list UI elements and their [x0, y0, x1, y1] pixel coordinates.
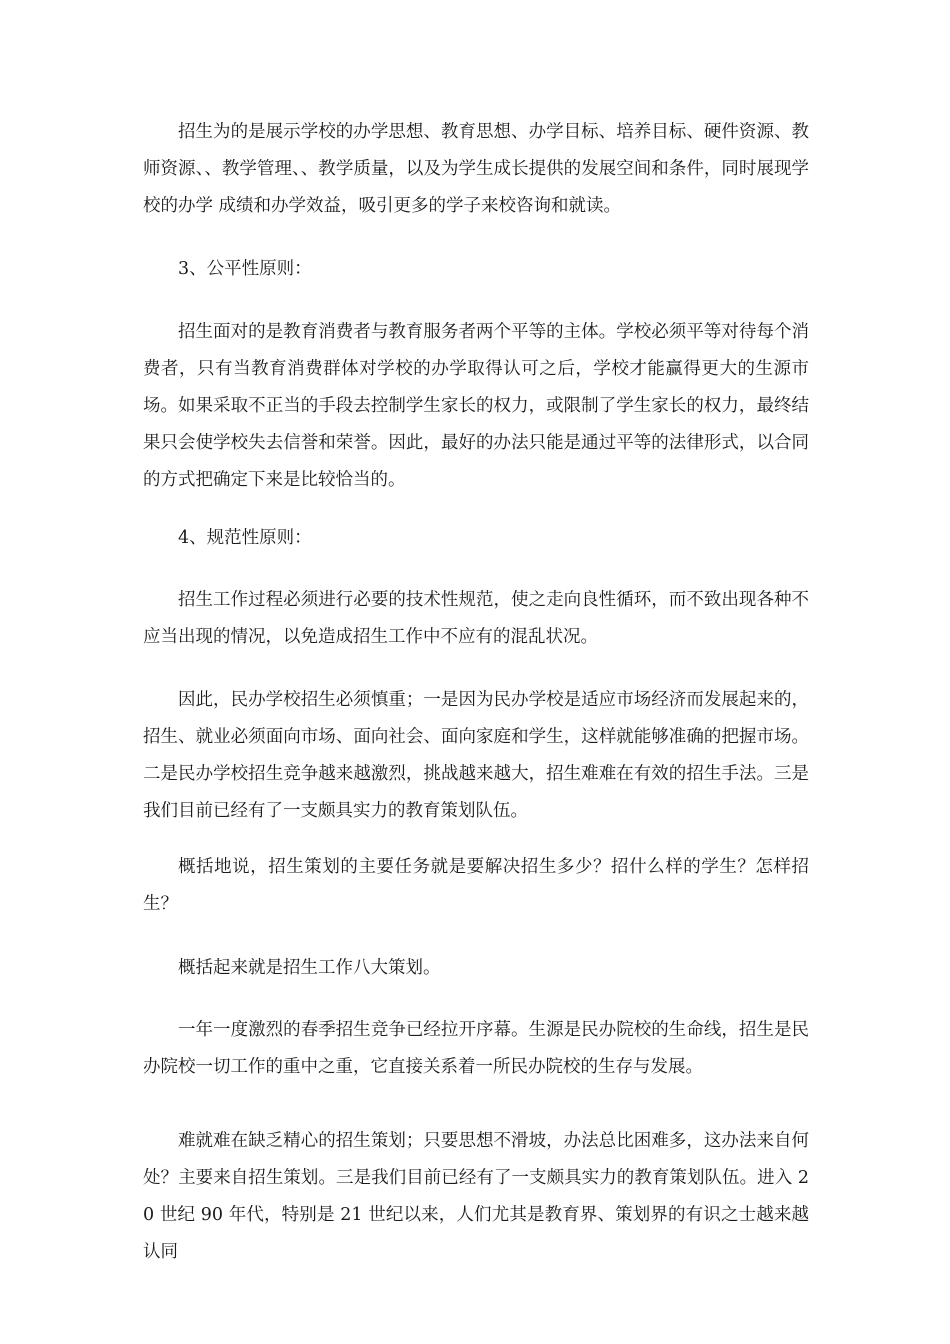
paragraph-eight-plans: 概括起来就是招生工作八大策划。 — [178, 958, 441, 978]
paragraph-standardization: 招生工作过程必须进行必要的技术性规范，使之走向良性循环，而不致出现各种不应当出现的情况，以免造成招生工作中不应有的混乱状况。 — [143, 590, 809, 647]
paragraph-purpose: 招生为的是展示学校的办学思想、教育思想、办学目标、培养目标、硬件资源、教师资源、、教学管理、、教学质量，以及为学生成长提供的发展空间和条件，同时展现学校的办学 成绩和办学效益，吸引更多的学子来校咨询和就读。 — [143, 122, 809, 216]
paragraph-fairness: 招生面对的是教育消费者与教育服务者两个平等的主体。学校必须平等对待每个消费者，只有当教育消费群体对学校的办学取得认可之后，学校才能赢得更大的生源市场。如果采取不正当的手段去控制学生家长的权力，或限制了学生家长的权力，最终结果只会使学校失去信誉和荣誉。因此，最好的办法只能是通过平等的法律形式，以合同的方式把确定下来是比较恰当的。 — [143, 322, 809, 490]
paragraph-summary: 概括地说，招生策划的主要任务就是要解决招生多少？招什么样的学生？怎样招生？ — [143, 857, 809, 914]
paragraph-difficulty: 难就难在缺乏精心的招生策划；只要思想不滑坡，办法总比困难多，这办法来自何处？主要来自招生策划。三是我们目前已经有了一支颇具实力的教育策划队伍。进入 20 世纪 90 年代，特别是 21 世纪以来，人们尤其是教育界、策划界的有识之士越来越认同 — [143, 1131, 809, 1262]
paragraph-therefore: 因此，民办学校招生必须慎重；一是因为民办学校是适应市场经济而发展起来的，招生、就业必须面向市场、面向社会、面向家庭和学生，这样就能够准确的把握市场。二是民办学校招生竞争越来越激烈，挑战越来越大，招生难难在有效的招生手法。三是我们目前已经有了一支颇具实力的教育策划队伍。 — [143, 690, 809, 821]
paragraph-spring-enrollment: 一年一度激烈的春季招生竞争已经拉开序幕。生源是民办院校的生命线，招生是民办院校一切工作的重中之重，它直接关系着一所民办院校的生存与发展。 — [143, 1020, 809, 1077]
heading-standardization-principle: 4、规范性原则： — [178, 528, 312, 548]
heading-fairness-principle: 3、公平性原则： — [178, 259, 312, 279]
